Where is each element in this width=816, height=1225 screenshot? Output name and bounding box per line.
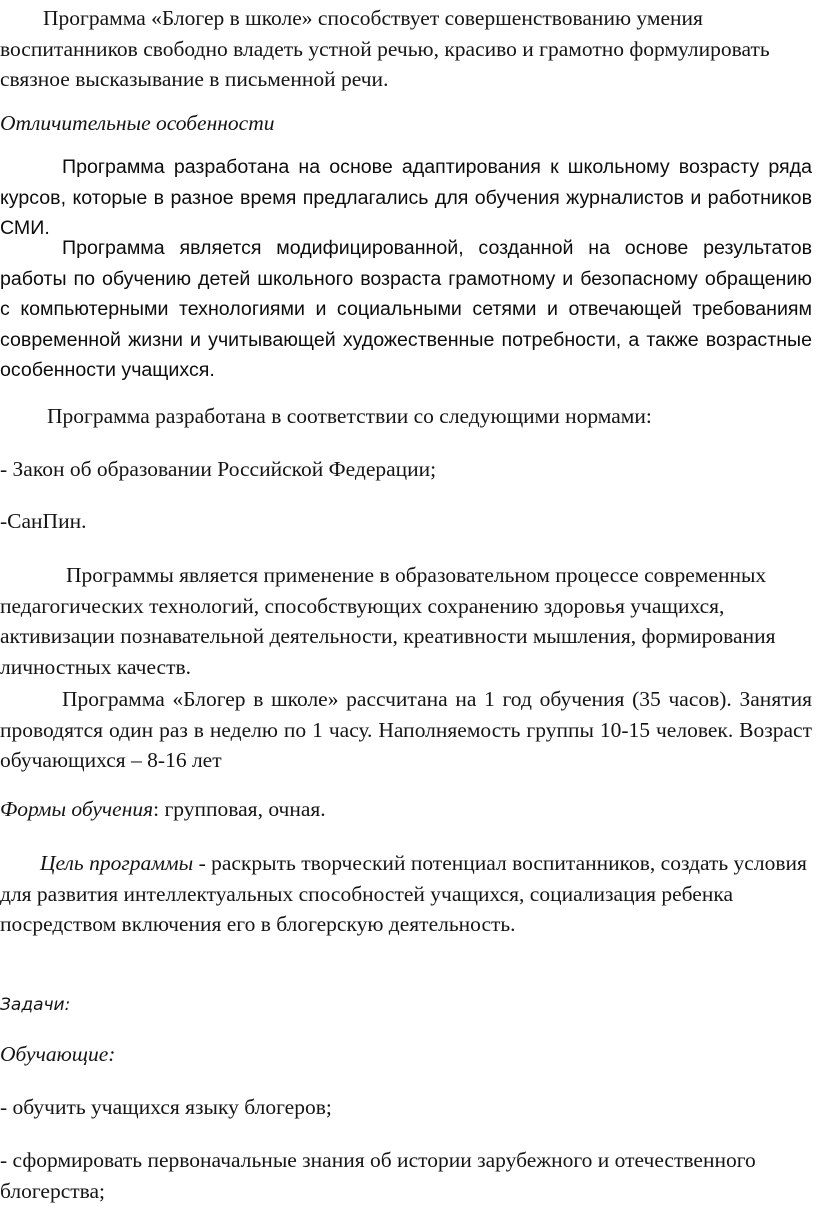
norms-intro: Программа разработана в соответствии со следующими нормами: xyxy=(47,404,652,428)
duration-paragraph: Программа «Блогер в школе» рассчитана на 1 год обучения (35 часов). Занятия проводятся один раз в неделю по 1 часу. Наполняемость группы 10-15 человек. Возраст обучающихся – 8-16 лет xyxy=(0,687,812,772)
goal-label: Цель программы xyxy=(40,851,194,875)
application-paragraph: Программы является применение в образовательном процессе современных педагогических технологий, способствующих сохранению здоровья учащихся, активизации познавательной деятельности, креативности мышления, формирования личностных качеств. xyxy=(0,563,776,679)
forms-line xyxy=(0,794,812,825)
task-item-1: - обучить учащихся языку блогеров; xyxy=(0,1095,332,1119)
features-paragraph-2: Программа является модифицированной, созданной на основе результатов работы по обучению детей школьного возраста грамотному и безопасному обращению с компьютерными технологиями и социальными сетями и отвечающей требованиям современной жизни и учитывающей художественные потребности, а также возрастные особенности учащихся. xyxy=(0,237,812,381)
norm-sanpin-item: -СанПин. xyxy=(0,509,87,533)
goal-paragraph xyxy=(0,848,812,940)
goal-dash: - xyxy=(193,851,212,875)
tasks-heading: Задачи: xyxy=(0,995,71,1015)
task-item-2: - сформировать первоначальные знания об истории зарубежного и отечественного блогерства; xyxy=(0,1148,756,1203)
features-heading: Отличительные особенности xyxy=(0,111,275,135)
forms-value: : групповая, очная. xyxy=(153,797,326,821)
teaching-heading: Обучающие: xyxy=(0,1042,116,1066)
goal-text: раскрыть творческий потенциал воспитанников, создать условия для развития интеллектуальных способностей учащихся, социализация ребенка посредством включения его в блогерскую деятельность. xyxy=(0,851,807,936)
forms-label: Формы обучения xyxy=(0,797,154,821)
intro-paragraph: Программа «Блогер в школе» способствует совершенствованию умения воспитанников свободно владеть устной речью, красиво и грамотно формулировать связное высказывание в письменной речи. xyxy=(0,6,770,91)
features-paragraph-1: Программа разработана на основе адаптирования к школьному возрасту ряда курсов, которые в разное время предлагались для обучения журналистов и работников СМИ. xyxy=(0,156,812,239)
norm-law-item: - Закон об образовании Российской Федерации; xyxy=(0,457,437,481)
